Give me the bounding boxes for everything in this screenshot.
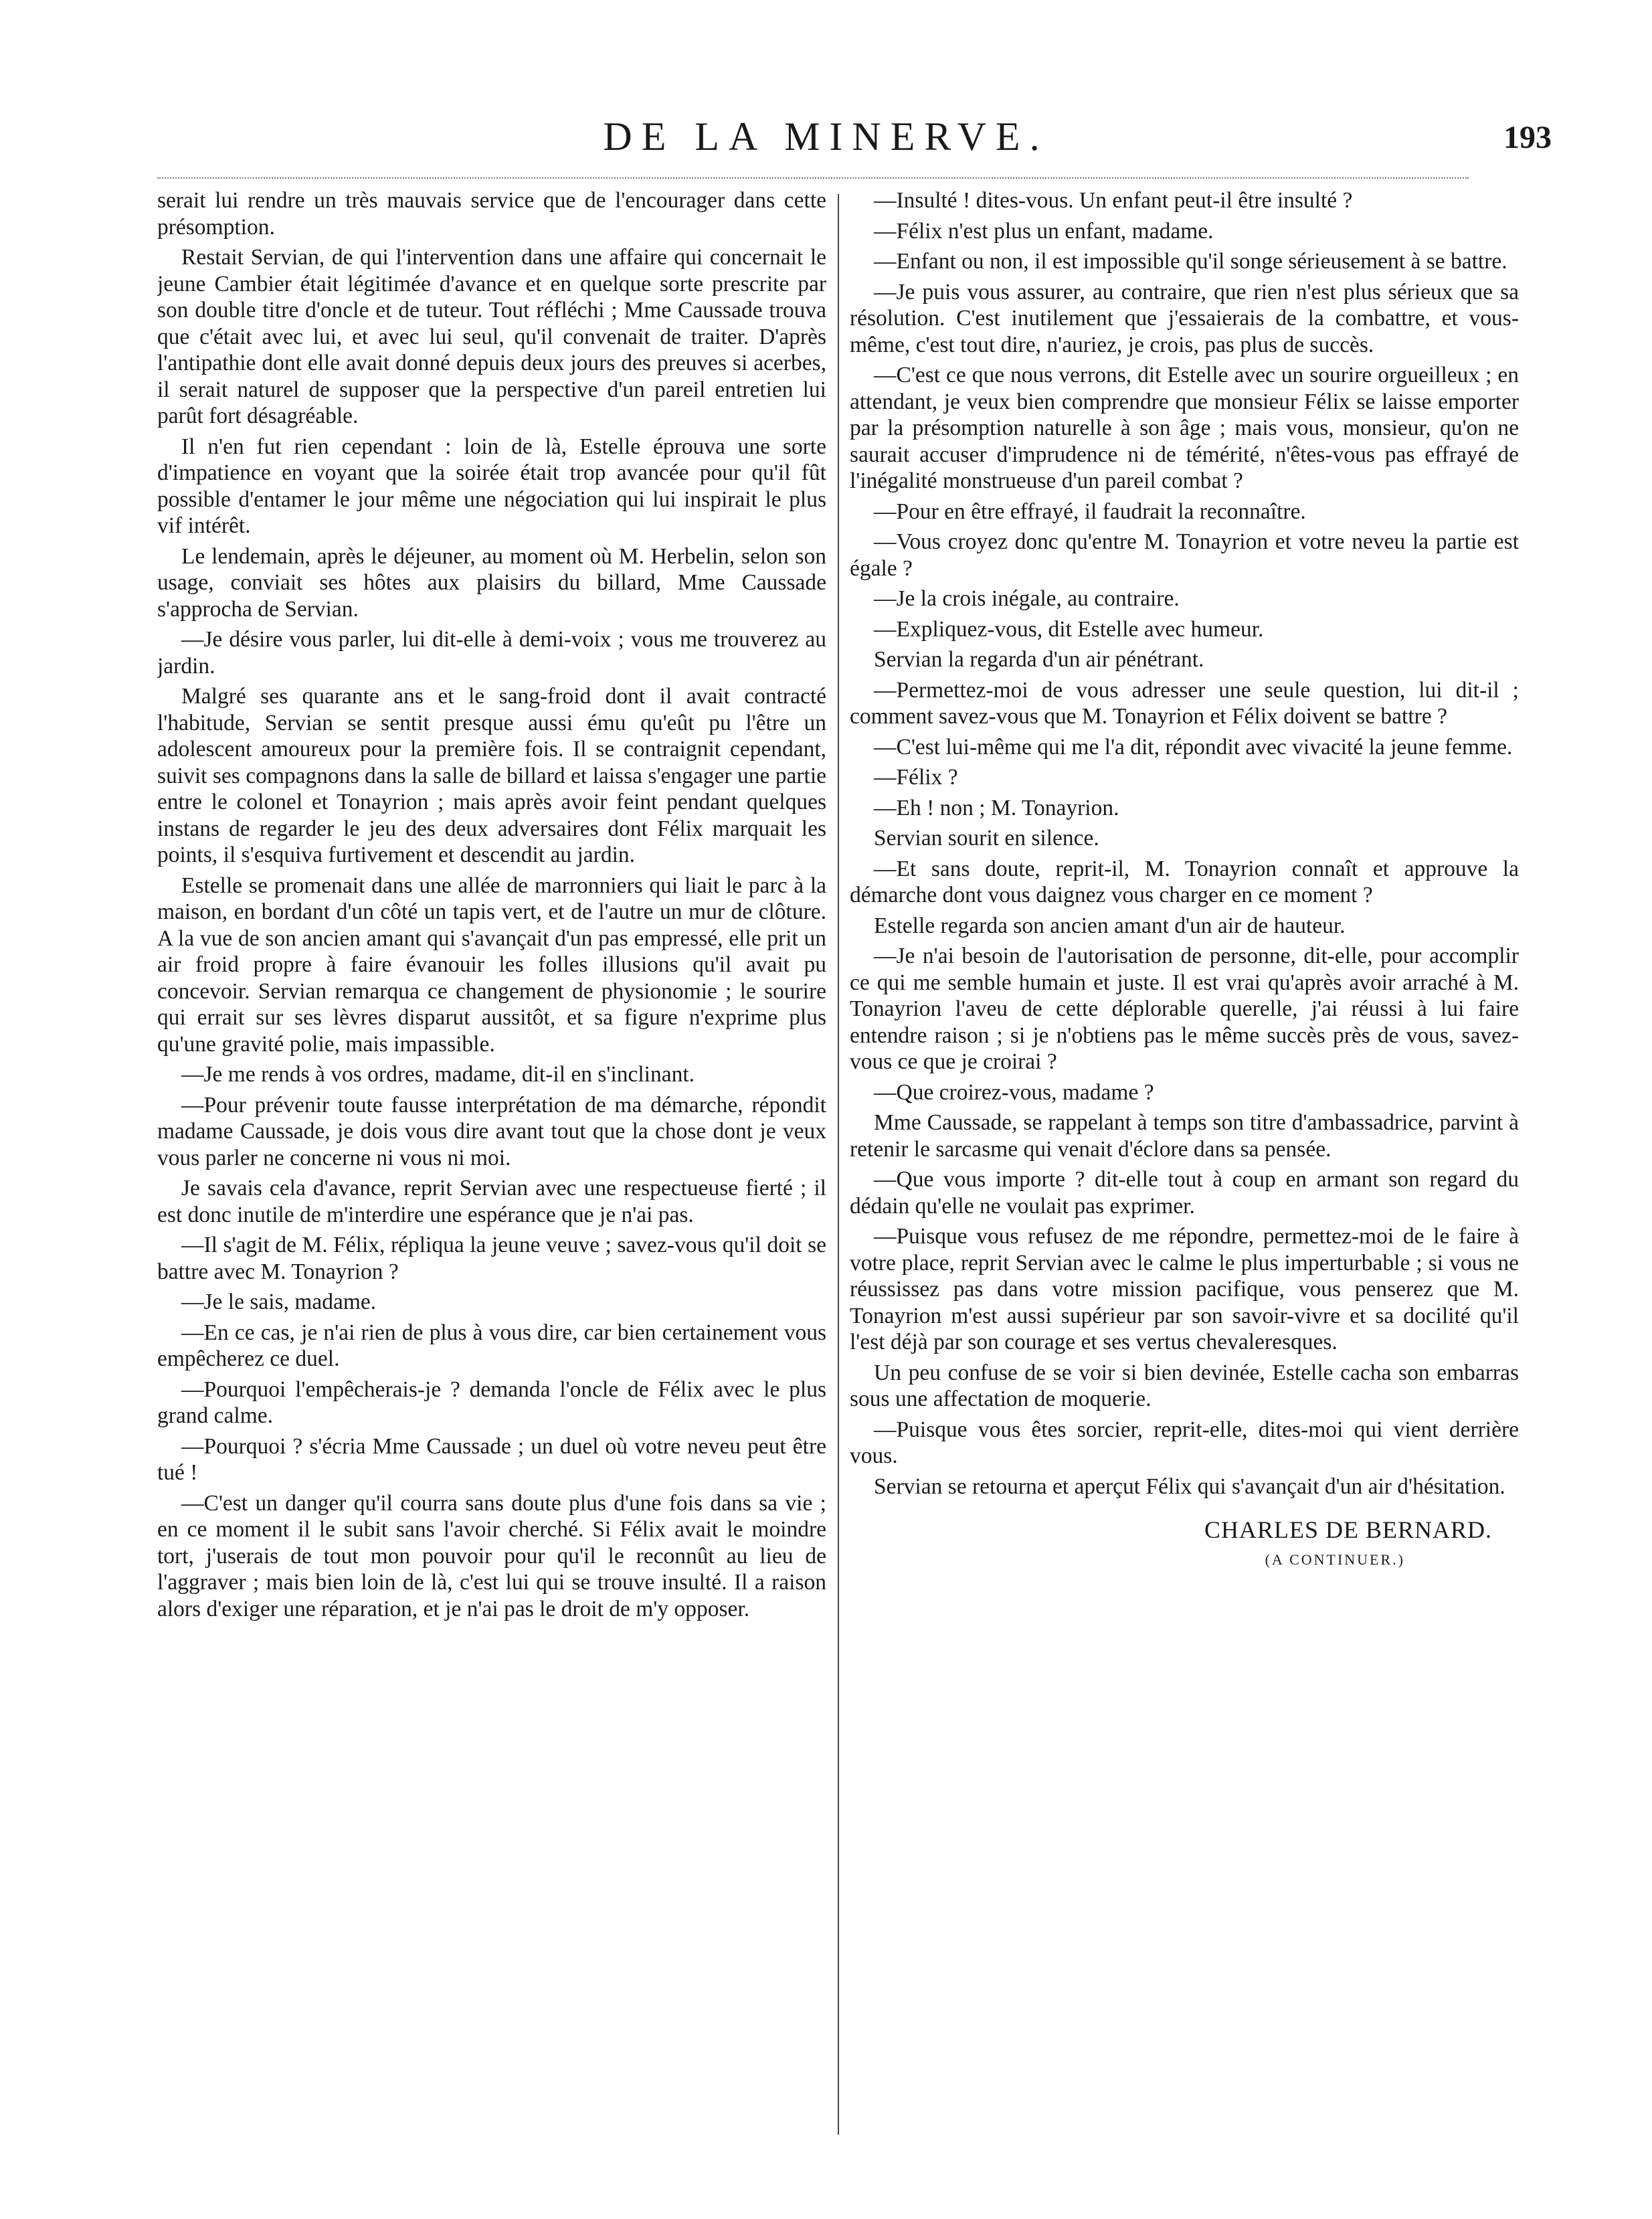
paragraph: Estelle se promenait dans une allée de marronniers qui liait le parc à la maison, en bordant d'un côté un tapis vert, et de l'autre un mur de clôture. A la vue de son ancien amant qui s'avançait d'un pas empressé, elle prit un air froid propre à faire évanouir les folles illusions qu'il avait pu concevoir. Servian remarqua ce changement de physionomie ; le sourire qui errait sur ses lèvres disparut aussitôt, et sa figure n'exprime plus qu'une gravité polie, mais impassible. xyxy=(157,873,826,1057)
paragraph: —Je désire vous parler, lui dit-elle à demi-voix ; vous me trouverez au jardin. xyxy=(157,627,826,679)
paragraph: Servian se retourna et aperçut Félix qui s'avançait d'un air d'hésitation. xyxy=(874,1474,1505,1499)
right-column xyxy=(850,187,1519,2168)
paragraph: Un peu confuse de se voir si bien devinée, Estelle cacha son embarras sous une affectation de moquerie. xyxy=(850,1360,1519,1411)
paragraph: —Pour prévenir toute fausse interprétation de ma démarche, répondit madame Caussade, je dois vous dire avant tout que la chose dont je veux vous parler ne concerne ni vous ni moi. xyxy=(157,1092,826,1170)
paragraph: Mme Caussade, se rappelant à temps son titre d'ambassadrice, parvint à retenir le sarcasme qui venait d'éclore dans sa pensée. xyxy=(850,1110,1519,1162)
running-title: DE LA MINERVE. xyxy=(603,114,1049,159)
paragraph: —Pourquoi ? s'écria Mme Caussade ; un duel où votre neveu peut être tué ! xyxy=(157,1433,826,1485)
paragraph: —Vous croyez donc qu'entre M. Tonayrion et votre neveu la partie est égale ? xyxy=(850,529,1519,581)
paragraph: —Je la crois inégale, au contraire. xyxy=(874,586,1180,611)
paragraph: —Expliquez-vous, dit Estelle avec humeur. xyxy=(874,616,1264,642)
paragraph: —Que vous importe ? dit-elle tout à coup en armant son regard du dédain qu'elle ne voulait pas exprimer. xyxy=(850,1167,1519,1219)
paragraph: serait lui rendre un très mauvais service que de l'encourager dans cette présomption. xyxy=(157,188,826,240)
paragraph: —Félix ? xyxy=(874,765,958,790)
paragraph: Le lendemain, après le déjeuner, au moment où M. Herbelin, selon son usage, conviait ses hôtes aux plaisirs du billard, Mme Caussade s'approcha de Servian. xyxy=(157,543,826,622)
paragraph: —Enfant ou non, il est impossible qu'il songe sérieusement à se battre. xyxy=(874,249,1507,274)
paragraph: —Permettez-moi de vous adresser une seule question, lui dit-il ; comment savez-vous que M. Tonayrion et Félix doivent se battre ? xyxy=(850,677,1519,729)
paragraph: —Je n'ai besoin de l'autorisation de personne, dit-elle, pour accomplir ce qui me semble humain et juste. Il est vrai qu'après avoir arraché à M. Tonayrion l'aveu de cette déplorable querelle, j'ai réussi à lui faire entendre raison ; si je n'obtiens pas le même succès près de vous, savez-vous ce que je croirai ? xyxy=(850,944,1519,1074)
paragraph: —Que croirez-vous, madame ? xyxy=(874,1079,1154,1105)
page-header xyxy=(0,100,1652,161)
paragraph: —Je puis vous assurer, au contraire, que rien n'est plus sérieux que sa résolution. C'est inutilement que j'essaierais de la combattre, et vous-même, c'est tout dire, n'auriez, je crois, pas plus de succès. xyxy=(850,279,1519,357)
paragraph: Restait Servian, de qui l'intervention dans une affaire qui concernait le jeune Cambier était légitimée d'avance et en quelque sorte prescrite par son double titre d'oncle et de tuteur. Tout réfléchi ; Mme Caussade trouva que c'était avec lui, et avec lui seul, qu'il convenait de traiter. D'après l'antipathie dont elle avait donné depuis deux jours des preuves si acerbes, il serait naturel de supposer que la perspective d'un pareil entretien lui parût fort désagréable. xyxy=(157,245,826,428)
paragraph: Malgré ses quarante ans et le sang-froid dont il avait contracté l'habitude, Servian se sentit presque aussi ému qu'eût pu l'être un adolescent amoureux pour la première fois. Il se contraignit cependant, suivit ses compagnons dans la salle de billard et laissa s'engager une partie entre le colonel et Tonayrion ; mais après avoir feint pendant quelques instans de regarder le jeu des deux adversaires dont Félix marquait les points, il s'esquiva furtivement et descendit au jardin. xyxy=(157,684,826,867)
paragraph: —C'est ce que nous verrons, dit Estelle avec un sourire orgueilleux ; en attendant, je veux bien comprendre que monsieur Félix se laisse emporter par la présomption naturelle à son âge ; mais vous, monsieur, qu'on ne saurait accuser d'imprudence ni de témérité, n'êtes-vous pas effrayé de l'inégalité monstrueuse d'un pareil combat ? xyxy=(850,363,1519,493)
paragraph: —Félix n'est plus un enfant, madame. xyxy=(874,218,1214,244)
paragraph: Il n'en fut rien cependant : loin de là, Estelle éprouva une sorte d'impatience en voyant que la soirée était trop avancée pour qu'il fût possible d'entamer le jour même une négociation qui lui inspirait le plus vif intérêt. xyxy=(157,434,826,538)
page-number: 193 xyxy=(1503,120,1552,155)
paragraph: —Je me rends à vos ordres, madame, dit-il en s'inclinant. xyxy=(181,1062,695,1087)
continuation-note: (A CONTINUER.) xyxy=(1265,1550,1405,1568)
paragraph: —Pour en être effrayé, il faudrait la reconnaître. xyxy=(874,499,1306,524)
paragraph: Servian sourit en silence. xyxy=(874,826,1099,851)
paragraph: —Et sans doute, reprit-il, M. Tonayrion connaît et approuve la démarche dont vous daignez vous charger en ce moment ? xyxy=(850,856,1519,907)
column-divider xyxy=(838,194,839,2135)
paragraph: —Je le sais, madame. xyxy=(181,1290,377,1314)
paragraph: —Eh ! non ; M. Tonayrion. xyxy=(874,795,1119,820)
header-rule xyxy=(157,177,1469,179)
paragraph: Je savais cela d'avance, reprit Servian avec une respectueuse fierté ; il est donc inutile de m'interdire une espérance que je n'ai pas. xyxy=(157,1176,826,1227)
paragraph: —Puisque vous refusez de me répondre, permettez-moi de le faire à votre place, reprit Servian avec le calme le plus imperturbable ; si vous ne réussissez pas dans votre mission pacifique, vous penserez que M. Tonayrion m'est aussi supérieur par son savoir-vivre et sa docilité qu'il l'est déjà par son courage et ses vertus chevaleresques. xyxy=(850,1224,1519,1354)
paragraph: —Puisque vous êtes sorcier, reprit-elle, dites-moi qui vient derrière vous. xyxy=(850,1417,1519,1468)
paragraph: —Insulté ! dites-vous. Un enfant peut-il être insulté ? xyxy=(874,188,1353,213)
paragraph: —C'est lui-même qui me l'a dit, répondit avec vivacité la jeune femme. xyxy=(874,734,1513,760)
paragraph: —Il s'agit de M. Félix, répliqua la jeune veuve ; savez-vous qu'il doit se battre avec M. Tonayrion ? xyxy=(157,1233,826,1284)
left-column xyxy=(157,187,826,2168)
paragraph: —C'est un danger qu'il courra sans doute plus d'une fois dans sa vie ; en ce moment il le subit sans l'avoir cherché. Si Félix avait le moindre tort, j'userais de tout mon pouvoir pour qu'il le reconnût au lieu de l'aggraver ; mais bien loin de là, c'est lui qui se trouve insulté. Il a raison alors d'exiger une réparation, et je n'ai pas le droit de m'y opposer. xyxy=(157,1490,826,1621)
paragraph: Servian la regarda d'un air pénétrant. xyxy=(874,647,1204,672)
author-signature: CHARLES DE BERNARD. xyxy=(1204,1516,1492,1543)
paragraph: —En ce cas, je n'ai rien de plus à vous dire, car bien certainement vous empêcherez ce duel. xyxy=(157,1320,826,1371)
paragraph: Estelle regarda son ancien amant d'un air de hauteur. xyxy=(874,913,1346,938)
paragraph: —Pourquoi l'empêcherais-je ? demanda l'oncle de Félix avec le plus grand calme. xyxy=(157,1377,826,1428)
